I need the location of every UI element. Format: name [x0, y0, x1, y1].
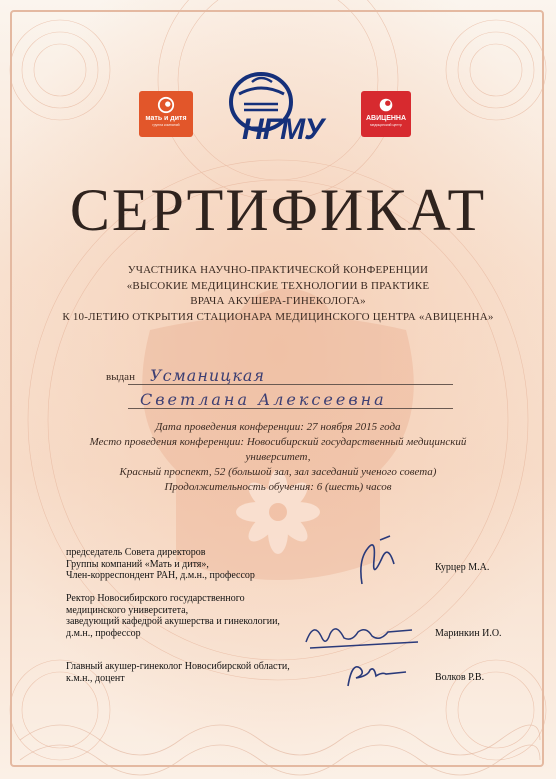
signature-3 — [340, 652, 410, 692]
signatory-3-title: Главный акушер-гинеколог Новосибирской области, к.м.н., доцент — [66, 661, 290, 684]
conference-line-4: К 10-ЛЕТИЮ ОТКРЫТИЯ СТАЦИОНАРА МЕДИЦИНСКОГО ЦЕНТРА «АВИЦЕННА» — [62, 310, 494, 323]
mat-i-ditya-logo-name: мать и дитя — [145, 115, 187, 122]
conference-line-3: ВРАЧА АКУШЕРА-ГИНЕКОЛОГА» — [190, 295, 366, 307]
signature-2 — [300, 612, 420, 652]
avicenna-logo-name: АВИЦЕННА — [365, 115, 407, 122]
ngmu-logo-text: НГМУ — [242, 113, 324, 146]
training-duration: Продолжительность обучения: 6 (шесть) часов — [164, 481, 392, 493]
signatory-2-title: Ректор Новосибирского государственного медицинского университета, заведующий кафедрой акушерства и гинекологии, д.м.н., профессор — [66, 593, 280, 639]
conference-place-2: Красный проспект, 52 (большой зал, зал заседаний ученого совета) — [119, 466, 437, 478]
mat-i-ditya-logo — [139, 91, 193, 137]
signatory-1-title: председатель Совета директоров Группы компаний «Мать и дитя», Член-корреспондент РАН, д.м.н., профессор — [66, 547, 255, 581]
signatory-3-name: Волков Р.В. — [435, 672, 485, 683]
signatory-2-name: Маринкин И.О. — [435, 628, 502, 639]
mat-i-ditya-emblem-icon — [157, 96, 175, 114]
recipient-name: Светлана Алексеевна — [140, 390, 387, 409]
avicenna-logo-sub: медицинский центр — [370, 123, 402, 127]
issued-label: выдан — [106, 371, 135, 383]
signatory-1-name: Курцер М.А. — [435, 562, 490, 573]
signature-1 — [350, 530, 410, 590]
conference-details — [60, 420, 496, 495]
avicenna-emblem-icon — [377, 96, 395, 114]
certificate-title: СЕРТИФИКАТ — [69, 177, 487, 243]
conference-line-1: УЧАСТНИКА НАУЧНО-ПРАКТИЧЕСКОЙ КОНФЕРЕНЦИИ — [127, 264, 429, 276]
avicenna-logo — [361, 91, 411, 137]
conference-place-1: Место проведения конференции: Новосибирский государственный медицинский университет, — [89, 436, 467, 463]
conference-description — [60, 263, 496, 325]
recipient-surname: Усманицкая — [150, 366, 266, 385]
conference-line-2: «ВЫСОКИЕ МЕДИЦИНСКИЕ ТЕХНОЛОГИИ В ПРАКТИКЕ — [126, 279, 430, 292]
conference-date: Дата проведения конференции: 27 ноября 2015 года — [155, 421, 401, 433]
mat-i-ditya-logo-sub: группа компаний — [152, 123, 180, 127]
